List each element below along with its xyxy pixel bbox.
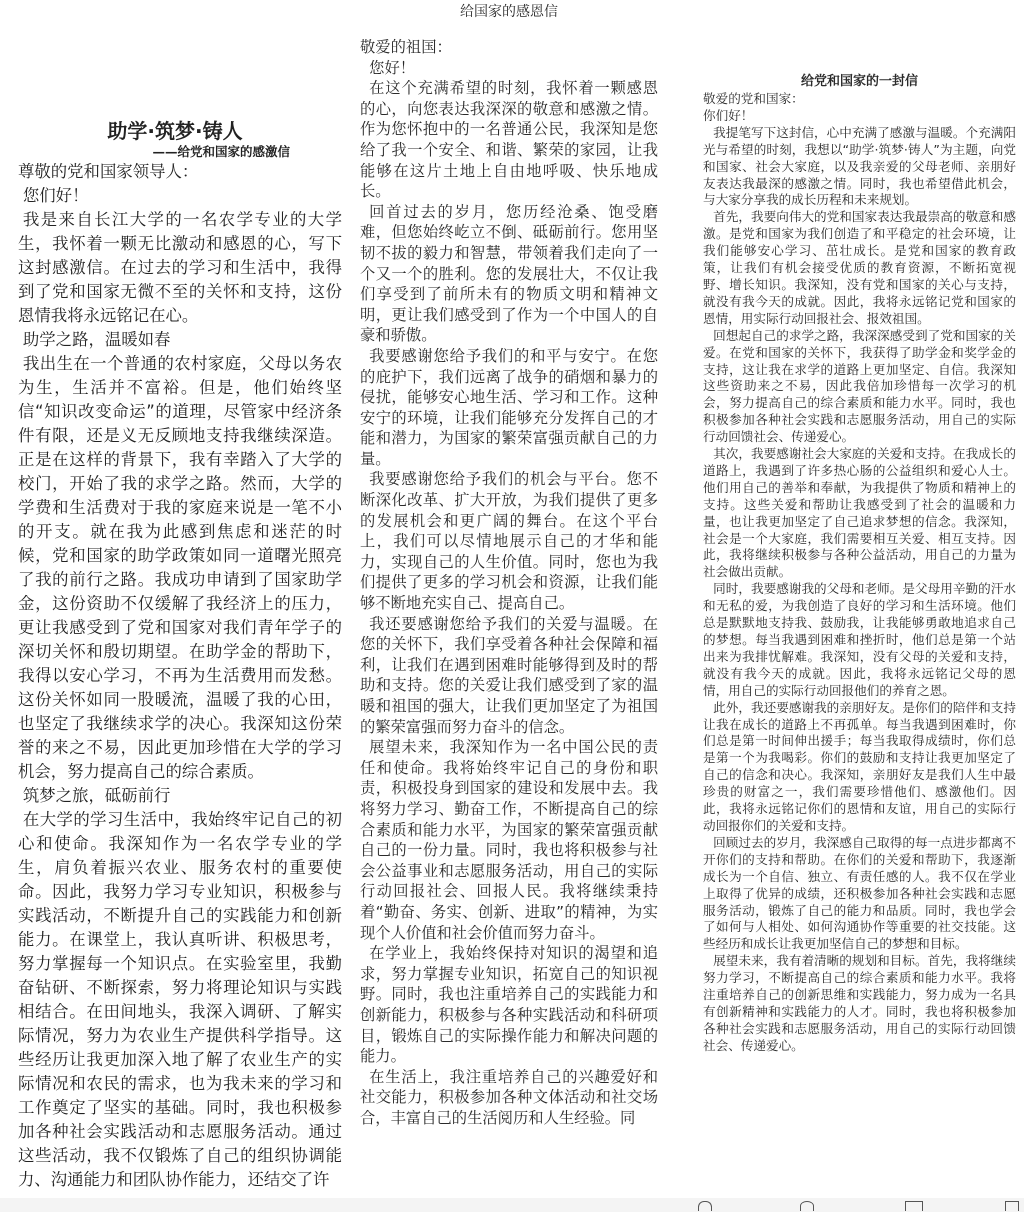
- paragraph: 回顾过去的岁月，我深感自己取得的每一点进步都离不开你们的支持和帮助。在你们的关爱和帮助下，我逐渐成长为一个自信、独立、有责任感的人。我不仅在学业上取得了优异的成绩，还积极参加各种社会实践和志愿服务活动，锻炼了自己的能力和品质。同时，我也学会了如何与人相处、如何沟通协作等重要的社交技能。这些经历和成长让我更加坚信自己的梦想和目标。: [703, 834, 1016, 952]
- bottom-toolbar: [0, 1198, 1024, 1212]
- paragraph: 我出生在一个普通的农村家庭，父母以务农为生，生活并不富裕。但是，他们始终坚信“知识改变命运”的道理，尽管家中经济条件有限，还是义无反顾地支持我继续深造。正是在这样的背景下，我有幸踏入了大学的校门，开始了我的求学之路。然而，大学的学费和生活费对于我的家庭来说是一笔不小的开支。就在我为此感到焦虑和迷茫的时候，党和国家的助学政策如同一道曙光照亮了我的前行之路。我成功申请到了国家助学金，这份资助不仅缓解了我经济上的压力，更让我感受到了党和国家对我们青年学子的深切关怀和殷切期望。在助学金的帮助下，我得以安心学习，不再为生活费用而发愁。这份关怀如同一股暖流，温暖了我的心田，也坚定了我继续求学的决心。我深知这份荣誉的来之不易，因此更加珍惜在大学的学习机会，努力提高自己的综合素质。: [18, 354, 342, 781]
- paragraph: 此外，我还要感谢我的亲朋好友。是你们的陪伴和支持让我在成长的道路上不再孤单。每当我遇到困难时，你们总是第一时间伸出援手；每当我取得成绩时，你们总是第一个为我喝彩。你们的鼓励和支持让我更加坚定了自己的信念和决心。我深知，亲朋好友是我们人生中最珍贵的财富之一，我们需要珍惜他们、感激他们。因此，我将永远铭记你们的恩情和友谊，用自己的实际行动回报你们的关爱和支持。: [703, 699, 1016, 833]
- paragraph: 首先，我要向伟大的党和国家表达我最崇高的敬意和感激。是党和国家为我们创造了和平稳定的社会环境，让我们能够安心学习、茁壮成长。是党和国家的教育政策，让我们有机会接受优质的教育资源，不断拓宽视野、增长知识。我深知，没有党和国家的关心与支持，就没有我今天的成就。因此，我将永远铭记党和国家的恩情，用实际行动回报社会、报效祖国。: [703, 209, 1016, 326]
- paragraph: 其次，我要感谢社会大家庭的关爱和支持。在我成长的道路上，我遇到了许多热心肠的公益组织和爱心人士。他们用自己的善举和奉献，为我提供了物质和精神上的支持。这些关爱和帮助让我感受到了社会的温暖和力量，也让我更加坚定了自己追求梦想的信念。我深知，社会是一个大家庭，我们需要相互关爱、相互支持。因此，我将继续积极参与各种公益活动，用自己的力量为社会做出贡献。: [703, 446, 1016, 580]
- paragraph: 展望未来，我有着清晰的规划和目标。首先，我将继续努力学习，不断提高自己的综合素质和能力水平。我将注重培养自己的创新思维和实践能力，努力成为一名具有创新精神和实践能力的人才。同时，我也将积极参加各种社会实践和志愿服务活动，用自己的实际行动回馈社会、传递爱心。: [703, 953, 1016, 1053]
- paragraph: 在大学的学习生活中，我始终牢记自己的初心和使命。我深知作为一名农学专业的学生，肩负着振兴农业、服务农村的重要使命。因此，我努力学习专业知识，积极参与实践活动，不断提升自己的实践能力和创新能力。在课堂上，我认真听讲、积极思考，努力掌握每一个知识点。在实验室里，我勤奋钻研、不断探索，努力将理论知识与实践相结合。在田间地头，我深入调研、了解实际情况，努力为农业生产提供科学指导。这些经历让我更加深入地了解了农业生产的实际情况和农民的需求，也为我未来的学习和工作奠定了坚实的基础。同时，我也积极参加各种社会实践活动和志愿服务活动。通过这些活动，我不仅锻炼了自己的组织协调能力、沟通能力和团队协作能力，还结交了许: [18, 810, 342, 1189]
- paragraph: 回想起自己的求学之路，我深深感受到了党和国家的关爱。在党和国家的关怀下，我获得了助学金和奖学金的支持，这让我在求学的道路上更加坚定、自信。我深知这些资助来之不易，因此我倍加珍惜每一次学习的机会，努力提高自己的综合素质和能力水平。同时，我也积极参加各种社会实践和志愿服务活动，用自己的实际行动回馈社会、传递爱心。: [703, 327, 1016, 445]
- salutation: 敬爱的党和国家：: [703, 91, 804, 106]
- letter-column-3: [703, 73, 1016, 1055]
- salutation: 敬爱的祖国：: [360, 38, 452, 56]
- letter-column-2: [360, 2, 658, 1128]
- edit-icon[interactable]: [698, 1201, 712, 1211]
- paragraph: 在学业上，我始终保持对知识的渴望和追求，努力掌握专业知识，拓宽自己的知识视野。同时，我也注重培养自己的实践能力和创新能力，积极参与各种实践活动和科研项目，锻炼自己的实际操作能力和解决问题的能力。: [360, 944, 658, 1066]
- search-icon[interactable]: [800, 1201, 814, 1211]
- section-heading: 助学之路，温暖如春: [22, 330, 171, 349]
- letter-column-1: [18, 118, 342, 1192]
- letter-subtitle: ——给党和国家的感激信: [152, 144, 290, 159]
- greeting: 您们好！: [22, 186, 89, 205]
- greeting: 您好！: [369, 58, 416, 77]
- paragraph: 同时，我要感谢我的父母和老师。是父母用辛勤的汗水和无私的爱，为我创造了良好的学习和生活环境。他们总是默默地支持我、鼓励我，让我能够勇敢地追求自己的梦想。每当我遇到困难和挫折时，他们总是第一个站出来为我排忧解难。我深知，没有父母的关爱和支持，就没有我今天的成就。因此，我将永远铭记父母的恩情，用自己的实际行动回报他们的养育之恩。: [703, 581, 1016, 698]
- paragraph: 在生活上，我注重培养自己的兴趣爱好和社交能力，积极参加各种文体活动和社交场合，丰富自己的生活阅历和人生经验。同: [360, 1067, 658, 1127]
- greeting: 你们好！: [703, 107, 754, 123]
- paragraph: 我要感谢您给予我们的机会与平台。您不断深化改革、扩大开放，为我们提供了更多的发展机会和更广阔的舞台。在这个平台上，我们可以尽情地展示自己的才华和能力，实现自己的人生价值。同时，您也为我们提供了更多的学习机会和资源，让我们能够不断地充实自己、提高自己。: [360, 470, 658, 613]
- paragraph: 回首过去的岁月，您历经沧桑、饱受磨难，但您始终屹立不倒、砥砺前行。您用坚韧不拔的毅力和智慧，带领着我们走向了一个又一个的胜利。您的发展壮大，不仅让我们享受到了前所未有的物质文明和精神文明，更让我们感受到了作为一个中国人的自豪和骄傲。: [360, 202, 658, 345]
- section-heading: 筑梦之旅，砥砺前行: [22, 786, 171, 805]
- letter-title: 助学·筑梦·铸人: [107, 119, 243, 143]
- more-icon[interactable]: [1005, 1201, 1019, 1211]
- paragraph: 我提笔写下这封信，心中充满了感激与温暖。个充满阳光与希望的时刻，我想以“助学·筑梦·铸人”为主题，向党和国家、社会大家庭，以及我亲爱的父母老师、亲朋好友表达我最深的感激之情。同时，我也希望借此机会，与大家分享我的成长历程和未来规划。: [703, 124, 1016, 208]
- salutation: 尊敬的党和国家领导人：: [18, 162, 199, 181]
- paragraph: 我要感谢您给予我们的和平与安宁。在您的庇护下，我们远离了战争的硝烟和暴力的侵扰，能够安心地生活、学习和工作。这种安宁的环境，让我们能够充分发挥自己的才能和潜力，为国家的繁荣富强贡献自己的力量。: [360, 346, 658, 468]
- letter-title: 给党和国家的一封信: [800, 74, 918, 89]
- letter-title: 给国家的感恩信: [460, 4, 558, 20]
- paragraph: 在这个充满希望的时刻，我怀着一颗感恩的心，向您表达我深深的敬意和感激之情。作为您怀抱中的一名普通公民，我深知是您给了我一个安全、和谐、繁荣的家园，让我能够在这片土地上自由地呼吸、快乐地成长。: [360, 79, 658, 201]
- paragraph: 展望未来，我深知作为一名中国公民的责任和使命。我将始终牢记自己的身份和职责，积极投身到国家的建设和发展中去。我将努力学习、勤奋工作，不断提高自己的综合素质和能力水平，为国家的繁荣富强贡献自己的一份力量。同时，我也将积极参与社会公益事业和志愿服务活动，用自己的实际行动回报社会、回报人民。我将继续秉持着“勤奋、务实、创新、进取”的精神，为实现个人价值和社会价值而努力奋斗。: [360, 738, 658, 942]
- paragraph: 我还要感谢您给予我们的关爱与温暖。在您的关怀下，我们享受着各种社会保障和福利，让我们在遇到困难时能够得到及时的帮助和支持。您的关爱让我们感受到了家的温暖和祖国的强大，让我们更加坚定了为祖国的繁荣富强而努力奋斗的信念。: [360, 614, 658, 736]
- window-icon[interactable]: [905, 1201, 923, 1211]
- paragraph: 我是来自长江大学的一名农学专业的大学生，我怀着一颗无比激动和感恩的心，写下这封感激信。在过去的学习和生活中，我得到了党和国家无微不至的关怀和支持，这份恩情我将永远铭记在心。: [18, 210, 342, 325]
